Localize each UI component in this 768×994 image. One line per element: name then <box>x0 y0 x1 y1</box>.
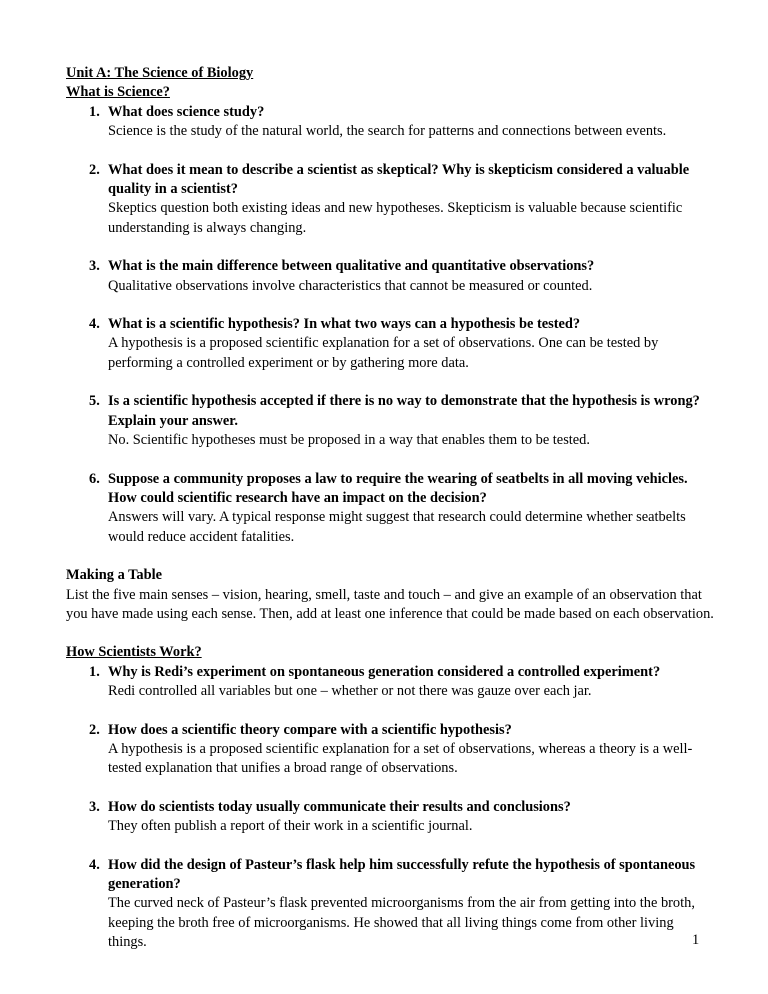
list-item <box>66 856 716 953</box>
answer-text: Science is the study of the natural world, the search for patterns and connections between events. <box>108 123 667 140</box>
question-text: Suppose a community proposes a law to require the wearing of seatbelts in all moving vehicles. How could scientific research have an impact on the decision? <box>108 470 688 506</box>
list-item <box>66 315 716 373</box>
item-number: 3. <box>89 798 100 815</box>
section-making-a-table-title: Making a Table <box>66 567 162 584</box>
item-number: 2. <box>89 721 100 738</box>
question-text: Why is Redi’s experiment on spontaneous generation considered a controlled experiment? <box>108 663 661 680</box>
section-how-scientists-work-title: How Scientists Work? <box>66 644 202 661</box>
question-text: Is a scientific hypothesis accepted if there is no way to demonstrate that the hypothesis is wrong? Explain your answer. <box>108 393 700 429</box>
question-text: How do scientists today usually communicate their results and conclusions? <box>108 798 571 815</box>
list-item <box>66 161 716 239</box>
item-number: 3. <box>89 258 100 275</box>
list-item <box>66 470 716 548</box>
making-a-table-body: List the five main senses – vision, hearing, smell, taste and touch – and give an example of an observation that you have made using each sense. Then, add at least one inference that could be made based on each observation. <box>66 586 714 622</box>
item-number: 5. <box>89 393 100 410</box>
question-text: What does science study? <box>108 103 265 120</box>
how-scientists-work-list <box>66 663 716 953</box>
document-content <box>66 64 716 953</box>
answer-text: Redi controlled all variables but one – whether or not there was gauze over each jar. <box>108 683 592 700</box>
list-item <box>66 798 716 837</box>
item-number: 1. <box>89 663 100 680</box>
question-text: How does a scientific theory compare with a scientific hypothesis? <box>108 721 512 738</box>
list-item <box>66 663 716 702</box>
what-is-science-list <box>66 103 716 547</box>
question-text: What is the main difference between qualitative and quantitative observations? <box>108 258 595 275</box>
item-number: 6. <box>89 470 100 487</box>
question-text: What does it mean to describe a scientist as skeptical? Why is skepticism considered a valuable quality in a scientist? <box>108 161 690 198</box>
answer-text: Qualitative observations involve characteristics that cannot be measured or counted. <box>108 277 593 294</box>
question-text: How did the design of Pasteur’s flask help him successfully refute the hypothesis of spontaneous generation? <box>108 856 696 892</box>
answer-text: They often publish a report of their work in a scientific journal. <box>108 818 473 835</box>
item-number: 2. <box>89 161 100 178</box>
answer-text: A hypothesis is a proposed scientific explanation for a set of observations, whereas a theory is a well-tested explanation that unifies a broad range of observations. <box>108 740 693 777</box>
list-item <box>66 103 716 142</box>
answer-text: Skeptics question both existing ideas and new hypotheses. Skepticism is valuable because scientific understanding is always changing. <box>108 200 683 236</box>
list-item <box>66 392 716 450</box>
list-item <box>66 721 716 779</box>
list-item <box>66 257 716 296</box>
answer-text: Answers will vary. A typical response might suggest that research could determine whether seatbelts would reduce accident fatalities. <box>108 509 686 545</box>
page-number: 1 <box>692 932 700 948</box>
item-number: 4. <box>89 316 100 333</box>
answer-text: The curved neck of Pasteur’s flask prevented microorganisms from the air from getting into the broth, keeping the broth free of microorganisms. He showed that all living things come from other living things. <box>108 895 695 951</box>
answer-text: No. Scientific hypotheses must be proposed in a way that enables them to be tested. <box>108 432 590 449</box>
unit-title: Unit A: The Science of Biology <box>66 65 254 81</box>
item-number: 1. <box>89 103 100 120</box>
question-text: What is a scientific hypothesis? In what two ways can a hypothesis be tested? <box>108 316 581 333</box>
item-number: 4. <box>89 856 100 873</box>
answer-text: A hypothesis is a proposed scientific explanation for a set of observations. One can be tested by performing a controlled experiment or by gathering more data. <box>108 335 659 371</box>
section-what-is-science-title: What is Science? <box>66 84 170 101</box>
